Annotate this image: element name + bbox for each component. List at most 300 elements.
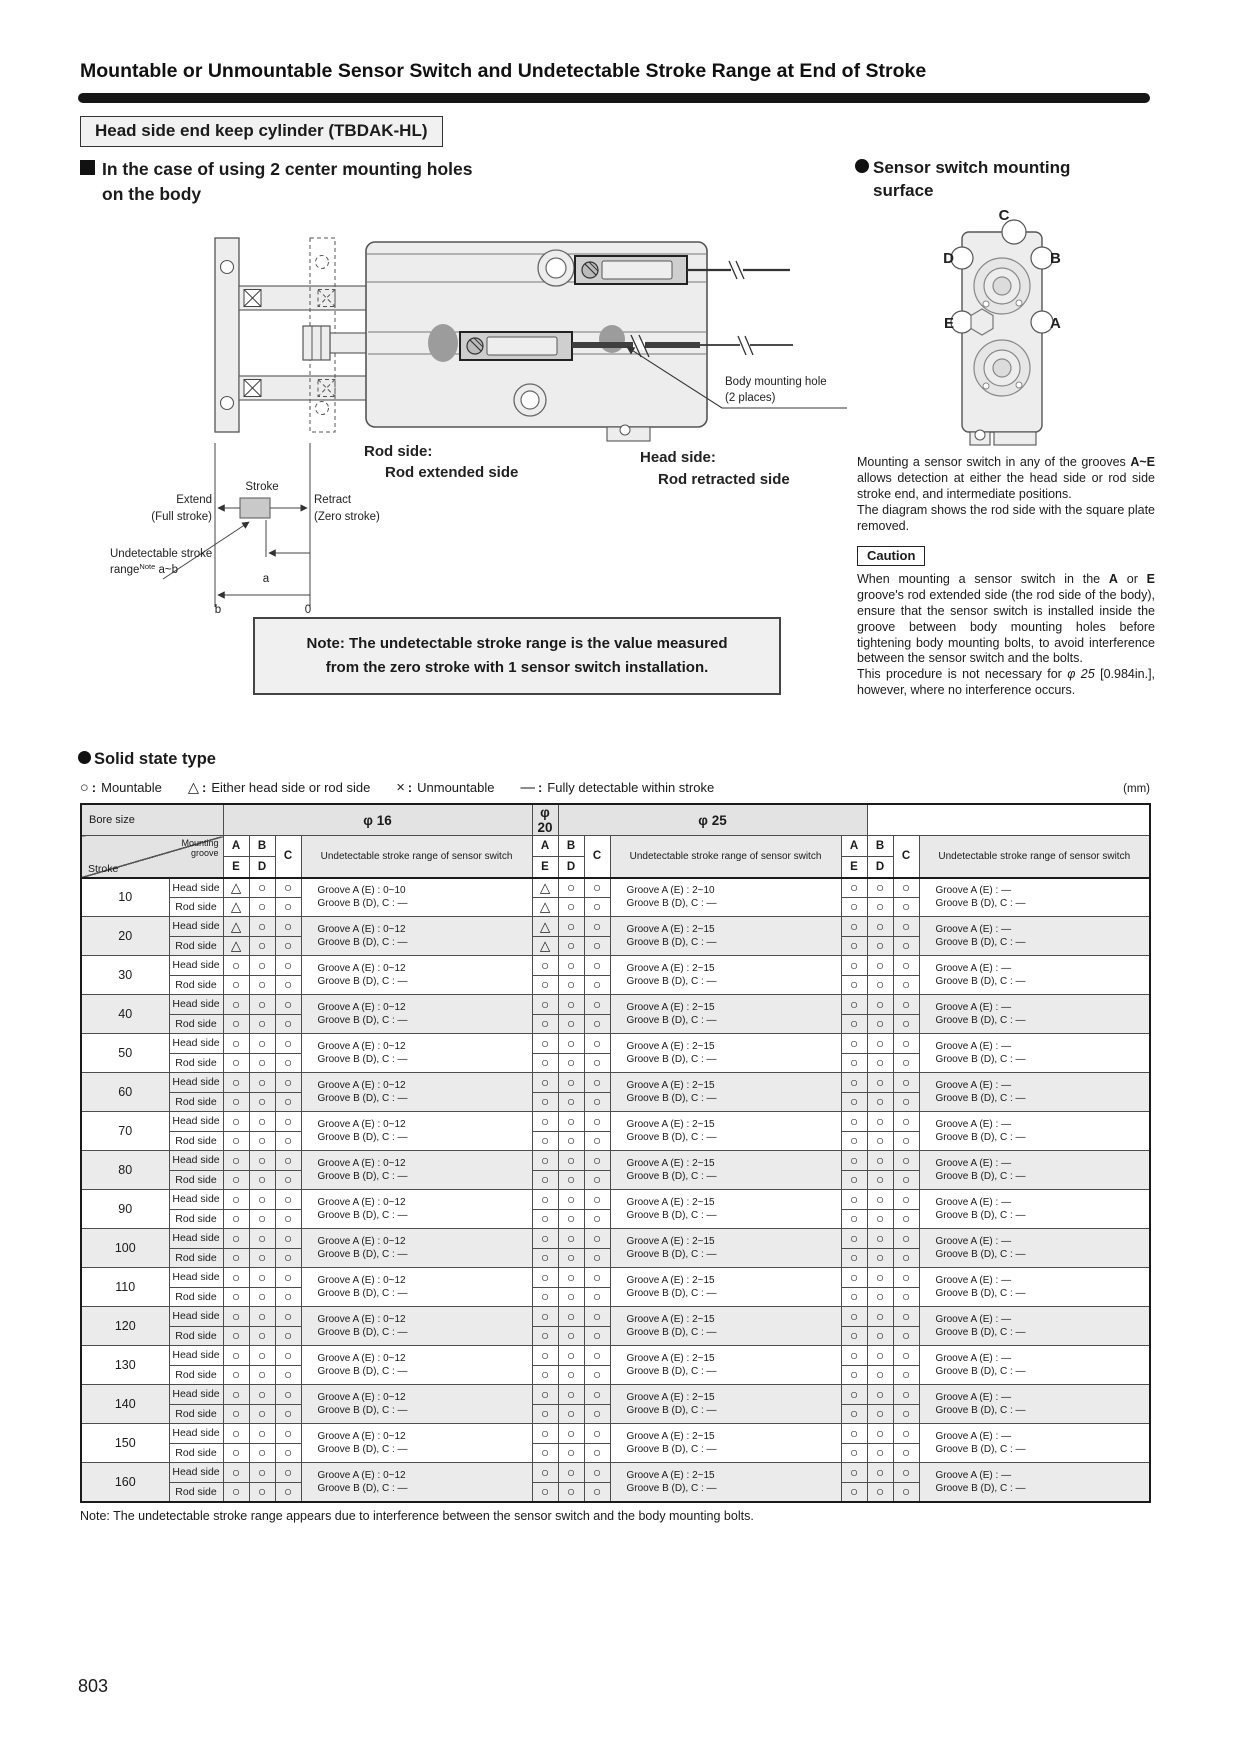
mountability-symbol: ○ <box>249 1112 275 1132</box>
square-bullet-icon <box>80 160 95 175</box>
heading-line: on the body <box>102 184 202 205</box>
mountability-symbol: ○ <box>867 1170 893 1190</box>
mountability-symbol: ○ <box>584 1073 610 1093</box>
range-line: Groove A (E) : 0~12 <box>317 1430 406 1442</box>
mountability-symbol: ○ <box>584 1307 610 1327</box>
mountability-symbol: ○ <box>223 1365 249 1385</box>
range-line: Groove A (E) : — <box>935 1313 1012 1325</box>
mountability-symbol: ○ <box>275 995 301 1015</box>
mountability-symbol: ○ <box>532 1307 558 1327</box>
range-line: Groove A (E) : — <box>935 1040 1012 1052</box>
stroke-value: 60 <box>81 1073 169 1112</box>
range-line: Groove A (E) : 0~12 <box>317 1079 406 1091</box>
mountability-symbol: ○ <box>893 1034 919 1054</box>
mountability-symbol: ○ <box>584 1131 610 1151</box>
mountability-symbol: ○ <box>841 878 867 898</box>
mountability-symbol: ○ <box>584 1053 610 1073</box>
range-line: Groove A (E) : — <box>935 1001 1012 1013</box>
mountability-symbol: ○ <box>249 1229 275 1249</box>
table-row-head-side <box>81 1034 1150 1054</box>
mountability-symbol: ○ <box>249 897 275 917</box>
mountability-symbol: ○ <box>275 1034 301 1054</box>
range-cell <box>610 1424 841 1463</box>
mountability-symbol: ○ <box>249 975 275 995</box>
mountability-symbol: ○ <box>275 1365 301 1385</box>
range-line: Groove B (D), C : — <box>935 1366 1026 1377</box>
range-line: Groove B (D), C : — <box>317 1327 408 1338</box>
range-line: Groove A (E) : 2~15 <box>626 1079 715 1091</box>
mountability-symbol: ○ <box>867 1014 893 1034</box>
mountability-symbol: ○ <box>841 897 867 917</box>
mountability-symbol: ○ <box>893 1424 919 1444</box>
groove-c-col: C <box>275 836 301 878</box>
range-line: Groove B (D), C : — <box>626 1171 717 1182</box>
stroke-groove-header <box>81 836 223 878</box>
mountability-symbol: ○ <box>223 1482 249 1502</box>
mountability-symbol: ○ <box>867 1112 893 1132</box>
mountability-symbol: ○ <box>532 1014 558 1034</box>
mountability-symbol: ○ <box>893 1404 919 1424</box>
side-label: Rod side <box>169 1287 223 1307</box>
extend-label: Extend <box>176 494 212 506</box>
mountability-symbol: ○ <box>249 1190 275 1210</box>
text-segment: [0.984in.], however, where no interference occurs. <box>857 667 1156 698</box>
range-line: Groove A (E) : — <box>935 1118 1012 1130</box>
range-line: Groove A (E) : 2~15 <box>626 1352 715 1364</box>
mountability-symbol: ○ <box>275 975 301 995</box>
mountability-symbol: ○ <box>841 956 867 976</box>
text-segment: A <box>1108 572 1118 586</box>
mountability-symbol: ○ <box>532 1326 558 1346</box>
mountability-symbol: ○ <box>249 1346 275 1366</box>
range-cell <box>919 1229 1150 1268</box>
range-line: Groove A (E) : — <box>935 1430 1012 1442</box>
colon: : <box>201 780 207 795</box>
side-label: Rod side <box>169 1482 223 1502</box>
mountability-symbol: ○ <box>893 1385 919 1405</box>
range-cell <box>301 995 532 1034</box>
groove-d-col: D <box>249 857 275 878</box>
mountability-symbol: ○ <box>558 1151 584 1171</box>
table-row-head-side <box>81 1190 1150 1210</box>
svg-text:(2 places): (2 places) <box>725 392 776 404</box>
table-row-head-side <box>81 878 1150 898</box>
mountability-symbol: ○ <box>867 1404 893 1424</box>
caution-paragraph-2 <box>857 667 1155 699</box>
stroke-label: Stroke <box>88 862 119 875</box>
stroke-value: 150 <box>81 1424 169 1463</box>
range-line: Groove A (E) : 2~15 <box>626 1118 715 1130</box>
side-label: Rod side <box>169 975 223 995</box>
range-cell <box>610 1112 841 1151</box>
range-cell <box>301 1190 532 1229</box>
range-cell <box>610 956 841 995</box>
range-line: Groove A (E) : 2~15 <box>626 1313 715 1325</box>
mountability-symbol: ○ <box>275 1209 301 1229</box>
mountability-symbol: ○ <box>558 1034 584 1054</box>
mountability-symbol: ○ <box>558 1482 584 1502</box>
range-cell <box>610 878 841 917</box>
mountability-symbol: ○ <box>893 1229 919 1249</box>
mountability-symbol: ○ <box>558 897 584 917</box>
range-line: Groove B (D), C : — <box>626 1482 717 1494</box>
mountability-symbol: ○ <box>532 1482 558 1502</box>
side-label: Head side <box>169 1385 223 1405</box>
table-section <box>80 803 1151 1523</box>
mountability-symbol: ○ <box>558 1229 584 1249</box>
mountability-symbol: ○ <box>249 1053 275 1073</box>
range-cell <box>610 1385 841 1424</box>
mountability-symbol: ○ <box>867 956 893 976</box>
mountability-symbol: ○ <box>558 917 584 937</box>
mountability-symbol: ○ <box>584 878 610 898</box>
range-line: Groove A (E) : — <box>935 1274 1012 1286</box>
mountability-symbol: △ <box>223 917 249 937</box>
table-row-head-side <box>81 1229 1150 1249</box>
mountability-symbol: ○ <box>558 1014 584 1034</box>
range-line: Groove B (D), C : — <box>626 1210 717 1221</box>
range-line: Groove B (D), C : — <box>626 1249 717 1260</box>
note-line: from the zero stroke with 1 sensor switch installation. <box>325 659 709 676</box>
groove-c-label: C <box>998 207 1010 224</box>
range-cell <box>919 1268 1150 1307</box>
range-cell <box>301 1151 532 1190</box>
mountability-symbol: ○ <box>558 1307 584 1327</box>
range-line: Groove B (D), C : — <box>626 898 717 910</box>
bore-size-header: Bore size <box>81 804 223 836</box>
mountability-symbol: ○ <box>275 1424 301 1444</box>
range-cell <box>610 1190 841 1229</box>
mountability-symbol: ○ <box>584 936 610 956</box>
table-row-head-side <box>81 1424 1150 1444</box>
bore-25-header: φ 25 <box>558 804 867 836</box>
range-line: Groove B (D), C : — <box>317 1015 408 1026</box>
mountability-symbol: ○ <box>841 1073 867 1093</box>
mountability-symbol: ○ <box>841 1190 867 1210</box>
mountability-symbol: △ <box>223 897 249 917</box>
range-line: Groove B (D), C : — <box>935 1093 1026 1104</box>
range-cell <box>919 995 1150 1034</box>
mountability-symbol: ○ <box>584 1229 610 1249</box>
table-row-head-side <box>81 1307 1150 1327</box>
dim-zero-label: 0 <box>304 604 312 616</box>
range-line: Groove A (E) : 2~15 <box>626 923 715 935</box>
text-segment: or <box>1117 572 1147 586</box>
mountability-symbol: ○ <box>223 1463 249 1483</box>
mountability-symbol: ○ <box>893 1190 919 1210</box>
mountability-symbol: ○ <box>558 1385 584 1405</box>
mountability-symbol: ○ <box>249 1073 275 1093</box>
mountability-symbol: ○ <box>249 1131 275 1151</box>
side-label: Rod side <box>169 1014 223 1034</box>
range-cell <box>301 1073 532 1112</box>
dim-a-label: a <box>262 573 270 585</box>
mountability-symbol: ○ <box>841 1307 867 1327</box>
table-header <box>81 804 1150 878</box>
mountability-symbol: △ <box>223 878 249 898</box>
mountability-symbol: ○ <box>893 1443 919 1463</box>
mountability-symbol: ○ <box>532 1346 558 1366</box>
range-cell <box>919 1151 1150 1190</box>
range-cell <box>301 1463 532 1502</box>
mountability-symbol: ○ <box>841 1092 867 1112</box>
mountability-symbol: ○ <box>532 1112 558 1132</box>
side-label: Head side <box>169 1151 223 1171</box>
mountability-symbol: ○ <box>893 1482 919 1502</box>
range-line: Groove B (D), C : — <box>317 1210 408 1221</box>
mountability-symbol: ○ <box>249 1443 275 1463</box>
mountability-symbol: ○ <box>867 975 893 995</box>
mountability-symbol: ○ <box>532 1404 558 1424</box>
mountability-symbol: ○ <box>584 1092 610 1112</box>
mountability-symbol: ○ <box>867 1385 893 1405</box>
mountability-symbol: ○ <box>223 1112 249 1132</box>
mountability-symbol: ○ <box>275 1346 301 1366</box>
side-label: Rod side <box>169 1170 223 1190</box>
extend-sublabel: (Full stroke) <box>151 511 212 523</box>
mountability-symbol: ○ <box>867 1346 893 1366</box>
mountability-symbol: ○ <box>249 1326 275 1346</box>
mountability-symbol: ○ <box>558 1092 584 1112</box>
table-row-head-side <box>81 1268 1150 1288</box>
range-cell <box>610 1268 841 1307</box>
side-label: Rod side <box>169 897 223 917</box>
mountability-symbol: ○ <box>558 956 584 976</box>
circle-bullet-icon <box>78 751 91 764</box>
range-line: Groove A (E) : — <box>935 1235 1012 1247</box>
retract-sublabel: (Zero stroke) <box>314 511 380 523</box>
mountability-symbol: ○ <box>532 1385 558 1405</box>
range-line: Groove B (D), C : — <box>317 1366 408 1377</box>
legend-item <box>80 780 162 796</box>
range-cell <box>301 1424 532 1463</box>
mountability-symbol: ○ <box>223 1229 249 1249</box>
mountability-symbol: ○ <box>275 1112 301 1132</box>
side-label: Head side <box>169 1424 223 1444</box>
mountability-symbol: ○ <box>558 1443 584 1463</box>
mountability-symbol: ○ <box>223 1346 249 1366</box>
mountability-symbol: ○ <box>584 995 610 1015</box>
side-label: Rod side <box>169 1443 223 1463</box>
mountability-symbol: ○ <box>249 1248 275 1268</box>
range-line: Groove B (D), C : — <box>935 1210 1026 1221</box>
sensor-mounting-heading <box>855 157 1070 203</box>
mountability-symbol: ○ <box>867 1482 893 1502</box>
mountability-symbol: ○ <box>867 1365 893 1385</box>
range-cell <box>610 1307 841 1346</box>
side-label: Head side <box>169 1268 223 1288</box>
range-line: Groove B (D), C : — <box>317 1444 408 1455</box>
mountability-symbol: ○ <box>841 995 867 1015</box>
range-line: Groove A (E) : 0~12 <box>317 923 406 935</box>
range-line: Groove B (D), C : — <box>626 1366 717 1377</box>
range-line: Groove A (E) : 2~15 <box>626 1274 715 1286</box>
mountability-symbol: ○ <box>841 1346 867 1366</box>
range-line: Groove A (E) : — <box>935 1391 1012 1403</box>
mountability-symbol: ○ <box>249 936 275 956</box>
side-label: Rod side <box>169 1248 223 1268</box>
range-line: Groove A (E) : 2~15 <box>626 1469 715 1481</box>
range-line: Groove A (E) : 2~15 <box>626 1235 715 1247</box>
side-label: Rod side <box>169 1326 223 1346</box>
mountability-symbol: ○ <box>223 1034 249 1054</box>
mountability-symbol: ○ <box>275 1307 301 1327</box>
mountability-symbol: ○ <box>841 1112 867 1132</box>
diagram-note-paragraph <box>857 503 1155 535</box>
mountability-symbol: ○ <box>532 1365 558 1385</box>
side-label: Head side <box>169 917 223 937</box>
range-cell <box>301 1034 532 1073</box>
body-mounting-hole-left <box>428 324 458 362</box>
mountability-symbol: ○ <box>584 1014 610 1034</box>
mountability-symbol: ○ <box>558 936 584 956</box>
mountability-symbol: ○ <box>249 1463 275 1483</box>
mountability-symbol: ○ <box>867 1131 893 1151</box>
range-line: Groove B (D), C : — <box>626 1054 717 1065</box>
range-line: Groove A (E) : 0~12 <box>317 1469 406 1481</box>
range-line: Groove A (E) : 0~12 <box>317 1118 406 1130</box>
mountability-symbol: △ <box>532 897 558 917</box>
range-cell <box>919 878 1150 917</box>
mountability-symbol: ○ <box>893 1365 919 1385</box>
mountability-symbol: ○ <box>841 1268 867 1288</box>
side-label: Rod side <box>169 936 223 956</box>
heading-line: In the case of using 2 center mounting holes <box>102 159 473 179</box>
head-side-label: Head side: <box>640 449 716 466</box>
stroke-value: 50 <box>81 1034 169 1073</box>
range-line: Groove B (D), C : — <box>935 937 1026 948</box>
solid-state-heading <box>78 750 216 769</box>
mountability-symbol: ○ <box>558 1268 584 1288</box>
range-line: Groove A (E) : 0~12 <box>317 1157 406 1169</box>
mountability-symbol: ○ <box>532 1424 558 1444</box>
range-cell <box>610 1229 841 1268</box>
side-label: Head side <box>169 956 223 976</box>
mountability-symbol: ○ <box>223 1404 249 1424</box>
range-cell <box>919 917 1150 956</box>
groove-a-col: A <box>841 836 867 857</box>
heading-line: surface <box>873 180 934 200</box>
range-line: Groove B (D), C : — <box>317 1288 408 1299</box>
mountability-symbol: ○ <box>532 1073 558 1093</box>
through-hole-bottom <box>514 384 546 416</box>
mountability-symbol: ○ <box>275 1404 301 1424</box>
legend-item <box>520 780 714 796</box>
mountability-symbol: ○ <box>223 1248 249 1268</box>
range-line: Groove B (D), C : — <box>626 1444 717 1455</box>
mountability-symbol: ○ <box>893 1112 919 1132</box>
side-label: Rod side <box>169 1131 223 1151</box>
bore-20-header: φ 20 <box>532 804 558 836</box>
mountability-symbol: ○ <box>893 1248 919 1268</box>
range-cell <box>919 1346 1150 1385</box>
mountability-symbol: ○ <box>275 1053 301 1073</box>
mountability-symbol: ○ <box>275 878 301 898</box>
mountability-symbol: ○ <box>532 1443 558 1463</box>
mountability-symbol: ○ <box>275 917 301 937</box>
text-segment: A~E <box>1130 455 1155 469</box>
mountability-symbol: ○ <box>249 1209 275 1229</box>
range-line: Groove A (E) : 2~15 <box>626 1157 715 1169</box>
mountability-symbol: ○ <box>223 1385 249 1405</box>
range-cell <box>301 956 532 995</box>
table-row-head-side <box>81 1151 1150 1171</box>
mountability-symbol: ○ <box>893 878 919 898</box>
range-line: Groove A (E) : 0~10 <box>317 885 406 897</box>
range-line: Groove A (E) : 2~15 <box>626 1430 715 1442</box>
mountability-symbol: ○ <box>249 1014 275 1034</box>
mountability-symbol: ○ <box>223 995 249 1015</box>
mountability-symbol: ○ <box>558 1424 584 1444</box>
groove-e-col: E <box>532 857 558 878</box>
mountability-symbol: ○ <box>275 1385 301 1405</box>
side-label: Head side <box>169 1229 223 1249</box>
range-cell <box>301 1112 532 1151</box>
legend-label: Unmountable <box>417 780 495 795</box>
stroke-value: 160 <box>81 1463 169 1502</box>
groove-a-label: A <box>1050 315 1061 332</box>
mountability-symbol: ○ <box>867 1326 893 1346</box>
groove-a-col: A <box>532 836 558 857</box>
mountability-symbol: ○ <box>275 936 301 956</box>
stroke-value: 140 <box>81 1385 169 1424</box>
mountability-symbol: ○ <box>841 1443 867 1463</box>
groove-e-label: E <box>943 315 954 332</box>
side-label: Head side <box>169 1346 223 1366</box>
range-cell <box>610 995 841 1034</box>
range-cell <box>301 1268 532 1307</box>
range-line: Groove B (D), C : — <box>317 1132 408 1143</box>
mountability-symbol: ○ <box>893 1014 919 1034</box>
mountability-symbol: ○ <box>584 1287 610 1307</box>
mountability-symbol: ○ <box>532 1092 558 1112</box>
range-cell <box>301 878 532 917</box>
colon: : <box>537 780 543 795</box>
square-plate <box>215 238 239 432</box>
heading-text: Solid state type <box>94 750 216 768</box>
groove-b-label: B <box>1050 250 1061 267</box>
mountability-symbol: ○ <box>558 1463 584 1483</box>
bore-16-header: φ 16 <box>223 804 532 836</box>
range-line: Groove A (E) : 0~12 <box>317 1274 406 1286</box>
mountability-symbol: ○ <box>584 1424 610 1444</box>
rod-side-sublabel: Rod extended side <box>385 464 519 481</box>
stroke-value: 100 <box>81 1229 169 1268</box>
mountability-symbol: ○ <box>584 897 610 917</box>
mountability-symbol: ○ <box>841 1229 867 1249</box>
mountability-symbol: △ <box>532 936 558 956</box>
table-row-head-side <box>81 1346 1150 1366</box>
dim-b-label: b <box>214 604 222 616</box>
mountability-symbol: ○ <box>275 1131 301 1151</box>
range-cell <box>301 1385 532 1424</box>
mountability-symbol: ○ <box>584 1268 610 1288</box>
range-line: Groove A (E) : 2~15 <box>626 962 715 974</box>
mountability-symbol: ○ <box>867 936 893 956</box>
range-line: Groove B (D), C : — <box>317 1093 408 1104</box>
head-side-sublabel: Rod retracted side <box>658 471 790 488</box>
mountability-symbol: ○ <box>867 1092 893 1112</box>
unmountable-symbol: × <box>396 780 405 796</box>
mountability-symbol: ○ <box>867 1151 893 1171</box>
range-cell <box>301 1307 532 1346</box>
table-row-head-side <box>81 995 1150 1015</box>
table-footnote: Note: The undetectable stroke range appears due to interference between the sensor switch and the body mounting bolts. <box>80 1508 754 1523</box>
groove-d-col: D <box>867 857 893 878</box>
range-line: Groove B (D), C : — <box>317 1054 408 1065</box>
mountability-symbol: ○ <box>893 975 919 995</box>
mountability-symbol: △ <box>223 936 249 956</box>
